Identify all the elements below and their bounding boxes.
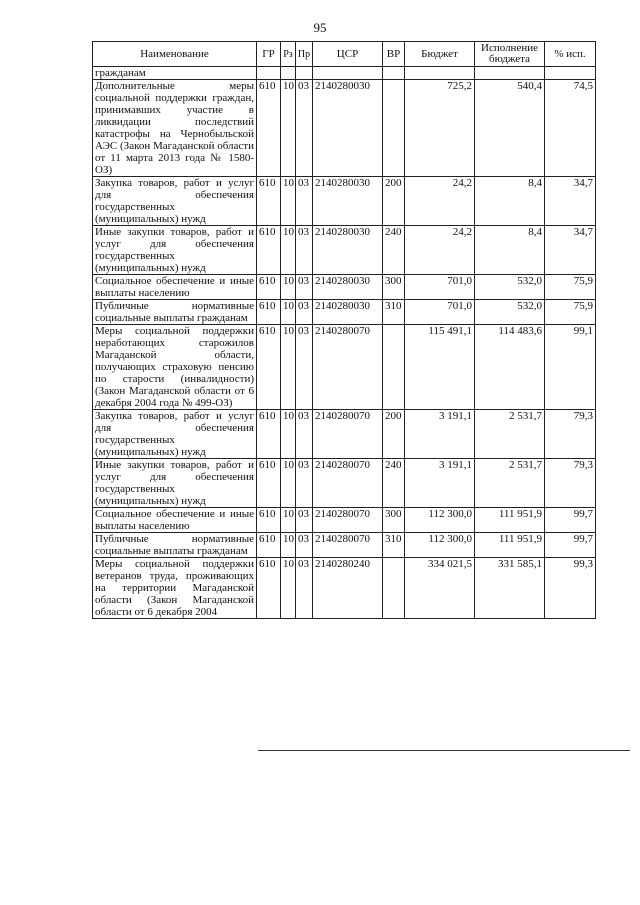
table-row <box>93 275 596 300</box>
cell-percent: 75,9 <box>545 275 596 300</box>
cell-execution: 114 483,6 <box>475 325 545 410</box>
cell-name: гражданам <box>93 67 257 80</box>
table-row <box>93 508 596 533</box>
cell-execution: 2 531,7 <box>475 410 545 459</box>
table-row <box>93 80 596 177</box>
table-row <box>93 459 596 508</box>
cell-percent: 75,9 <box>545 300 596 325</box>
cell-execution: 532,0 <box>475 275 545 300</box>
table-row-continuation <box>93 67 596 80</box>
cell-csr: 2140280030 <box>313 177 383 226</box>
cell-csr: 2140280070 <box>313 410 383 459</box>
table-row <box>93 226 596 275</box>
cell-gr: 610 <box>257 177 281 226</box>
cell-execution: 8,4 <box>475 226 545 275</box>
cell-name: Публичные нормативные социальные выплаты гражданам <box>93 300 257 325</box>
cell-percent: 34,7 <box>545 177 596 226</box>
page-bottom-rule <box>258 750 630 751</box>
cell-gr: 610 <box>257 300 281 325</box>
cell-percent: 79,3 <box>545 410 596 459</box>
cell-csr: 2140280070 <box>313 508 383 533</box>
cell-budget: 112 300,0 <box>405 508 475 533</box>
header-gr: ГР <box>257 42 281 67</box>
table-row <box>93 325 596 410</box>
table-row <box>93 300 596 325</box>
cell-vr: 300 <box>383 508 405 533</box>
cell-budget <box>405 67 475 80</box>
cell-execution <box>475 67 545 80</box>
cell-pr: 03 <box>296 410 313 459</box>
cell-gr: 610 <box>257 80 281 177</box>
cell-pr: 03 <box>296 226 313 275</box>
cell-rz: 10 <box>281 508 296 533</box>
cell-gr: 610 <box>257 533 281 558</box>
cell-budget: 24,2 <box>405 226 475 275</box>
cell-budget: 3 191,1 <box>405 410 475 459</box>
cell-percent: 79,3 <box>545 459 596 508</box>
cell-pr: 03 <box>296 177 313 226</box>
cell-rz: 10 <box>281 459 296 508</box>
cell-vr <box>383 325 405 410</box>
cell-budget: 112 300,0 <box>405 533 475 558</box>
cell-rz: 10 <box>281 325 296 410</box>
cell-execution: 532,0 <box>475 300 545 325</box>
cell-rz: 10 <box>281 80 296 177</box>
cell-budget: 334 021,5 <box>405 558 475 619</box>
cell-percent: 99,1 <box>545 325 596 410</box>
cell-execution: 111 951,9 <box>475 508 545 533</box>
cell-pr <box>296 67 313 80</box>
cell-vr: 300 <box>383 275 405 300</box>
cell-gr: 610 <box>257 410 281 459</box>
header-csr: ЦСР <box>313 42 383 67</box>
cell-pr: 03 <box>296 508 313 533</box>
cell-name: Социальное обеспечение и иные выплаты населению <box>93 275 257 300</box>
cell-budget: 701,0 <box>405 275 475 300</box>
cell-rz: 10 <box>281 300 296 325</box>
cell-gr: 610 <box>257 459 281 508</box>
cell-gr: 610 <box>257 325 281 410</box>
page-number: 95 <box>313 20 327 35</box>
cell-rz: 10 <box>281 226 296 275</box>
table-header-row <box>93 42 596 67</box>
cell-pr: 03 <box>296 300 313 325</box>
cell-pr: 03 <box>296 459 313 508</box>
cell-gr: 610 <box>257 558 281 619</box>
cell-execution: 8,4 <box>475 177 545 226</box>
cell-name: Иные закупки товаров, работ и услуг для обеспечения государственных (муниципальных) нужд <box>93 226 257 275</box>
cell-vr: 310 <box>383 533 405 558</box>
header-vr: ВР <box>383 42 405 67</box>
cell-vr <box>383 80 405 177</box>
cell-vr <box>383 558 405 619</box>
cell-csr: 2140280030 <box>313 226 383 275</box>
cell-pr: 03 <box>296 80 313 177</box>
table-row <box>93 558 596 619</box>
cell-name: Публичные нормативные социальные выплаты гражданам <box>93 533 257 558</box>
cell-execution: 2 531,7 <box>475 459 545 508</box>
cell-gr <box>257 67 281 80</box>
cell-budget: 24,2 <box>405 177 475 226</box>
cell-name: Закупка товаров, работ и услуг для обеспечения государственных (муниципальных) нужд <box>93 410 257 459</box>
cell-budget: 115 491,1 <box>405 325 475 410</box>
cell-pr: 03 <box>296 275 313 300</box>
cell-rz: 10 <box>281 410 296 459</box>
cell-name: Закупка товаров, работ и услуг для обеспечения государственных (муниципальных) нужд <box>93 177 257 226</box>
cell-percent <box>545 67 596 80</box>
cell-vr: 310 <box>383 300 405 325</box>
header-percent: % исп. <box>545 42 596 67</box>
cell-pr: 03 <box>296 558 313 619</box>
header-pr: Пр <box>296 42 313 67</box>
cell-csr: 2140280070 <box>313 533 383 558</box>
cell-percent: 99,3 <box>545 558 596 619</box>
cell-percent: 99,7 <box>545 508 596 533</box>
cell-name: Меры социальной поддержки ветеранов труда, проживающих на территории Магаданской области (Закон Магаданской области от 6 декабря 2004 <box>93 558 257 619</box>
cell-name: Меры социальной поддержки неработающих старожилов Магаданской области, получающих страховую пенсию по старости (инвалидности) (Закон Магаданской области от 6 декабря 2004 года № 499-ОЗ) <box>93 325 257 410</box>
cell-csr: 2140280240 <box>313 558 383 619</box>
cell-pr: 03 <box>296 325 313 410</box>
budget-execution-table <box>92 41 596 619</box>
cell-csr: 2140280070 <box>313 325 383 410</box>
cell-name: Социальное обеспечение и иные выплаты населению <box>93 508 257 533</box>
cell-gr: 610 <box>257 508 281 533</box>
header-rz: Рз <box>281 42 296 67</box>
cell-vr: 240 <box>383 226 405 275</box>
cell-budget: 3 191,1 <box>405 459 475 508</box>
header-name: Наименование <box>93 42 257 67</box>
cell-name: Иные закупки товаров, работ и услуг для обеспечения государственных (муниципальных) нужд <box>93 459 257 508</box>
header-execution: Исполнение бюджета <box>475 42 545 67</box>
cell-csr: 2140280030 <box>313 300 383 325</box>
cell-percent: 74,5 <box>545 80 596 177</box>
cell-vr: 200 <box>383 410 405 459</box>
cell-gr: 610 <box>257 226 281 275</box>
cell-budget: 701,0 <box>405 300 475 325</box>
cell-csr: 2140280070 <box>313 459 383 508</box>
cell-percent: 34,7 <box>545 226 596 275</box>
cell-gr: 610 <box>257 275 281 300</box>
cell-budget: 725,2 <box>405 80 475 177</box>
header-budget: Бюджет <box>405 42 475 67</box>
cell-vr: 240 <box>383 459 405 508</box>
cell-execution: 331 585,1 <box>475 558 545 619</box>
table-row <box>93 177 596 226</box>
cell-rz: 10 <box>281 275 296 300</box>
cell-rz: 10 <box>281 177 296 226</box>
cell-pr: 03 <box>296 533 313 558</box>
cell-csr <box>313 67 383 80</box>
table-row <box>93 410 596 459</box>
cell-csr: 2140280030 <box>313 80 383 177</box>
cell-rz <box>281 67 296 80</box>
cell-rz: 10 <box>281 533 296 558</box>
cell-percent: 99,7 <box>545 533 596 558</box>
cell-vr <box>383 67 405 80</box>
cell-csr: 2140280030 <box>313 275 383 300</box>
cell-rz: 10 <box>281 558 296 619</box>
cell-vr: 200 <box>383 177 405 226</box>
cell-execution: 540,4 <box>475 80 545 177</box>
cell-execution: 111 951,9 <box>475 533 545 558</box>
table-row <box>93 533 596 558</box>
cell-name: Дополнительные меры социальной поддержки граждан, принимавших участие в ликвидации последствий катастрофы на Чернобыльской АЭС (Закон Магаданской области от 11 марта 2013 года № 1580-ОЗ) <box>93 80 257 177</box>
